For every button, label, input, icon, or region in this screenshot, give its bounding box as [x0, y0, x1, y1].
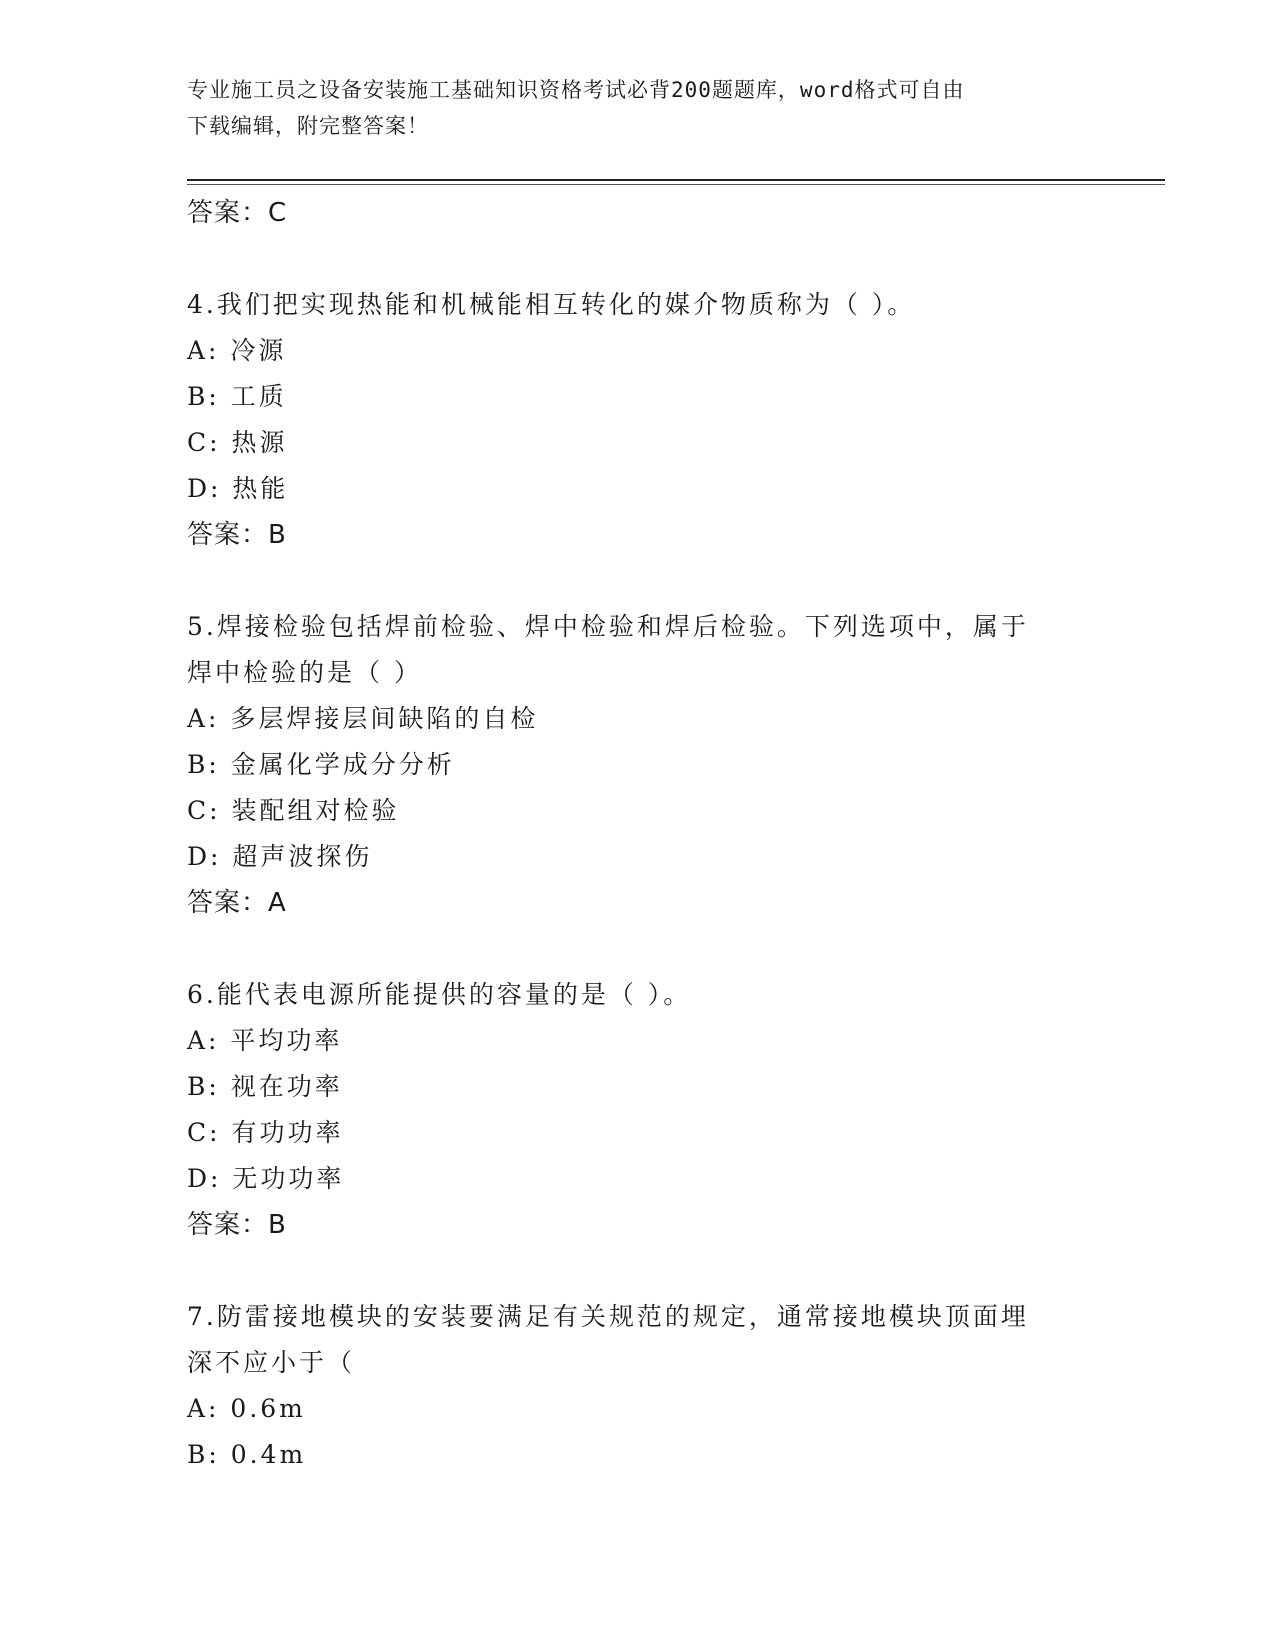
- option-d: D: 超声波探伤: [187, 842, 373, 871]
- option-c: C: 热源: [187, 428, 288, 457]
- spacer: [187, 1248, 1077, 1294]
- option-a: A: 冷源: [187, 336, 287, 365]
- option-b: B: 视在功率: [187, 1072, 343, 1101]
- header-divider-thin: [187, 184, 1165, 185]
- question-item: [187, 282, 1077, 558]
- question-item: [187, 972, 1077, 1248]
- spacer: [187, 558, 1077, 604]
- header-line-2: 下载编辑，附完整答案！: [187, 114, 429, 138]
- option-a: A: 0.6m: [187, 1394, 306, 1423]
- header-line-1: 专业施工员之设备安装施工基础知识资格考试必背200题题库，word格式可自由: [187, 78, 965, 102]
- question-stem: 4.我们把实现热能和机械能相互转化的媒介物质称为（ ）。: [187, 290, 916, 319]
- question-stem-continued: 焊中检验的是（ ）: [187, 658, 422, 687]
- question-body: [187, 190, 1077, 1478]
- option-c: C: 有功功率: [187, 1118, 344, 1147]
- spacer: [187, 236, 1077, 282]
- option-a: A: 平均功率: [187, 1026, 343, 1055]
- option-b: B: 0.4m: [187, 1440, 307, 1469]
- answer-line: 答案：C: [187, 198, 288, 228]
- spacer: [187, 926, 1077, 972]
- option-c: C: 装配组对检验: [187, 796, 400, 825]
- question-stem: 7.防雷接地模块的安装要满足有关规范的规定，通常接地模块顶面埋: [187, 1302, 1029, 1331]
- question-stem: 5.焊接检验包括焊前检验、焊中检验和焊后检验。下列选项中，属于: [187, 612, 1029, 641]
- answer-line: 答案：B: [187, 1210, 287, 1240]
- option-b: B: 工质: [187, 382, 287, 411]
- option-b: B: 金属化学成分分析: [187, 750, 455, 779]
- answer-line: 答案：A: [187, 888, 287, 918]
- document-header: [187, 72, 1077, 144]
- answer-line: 答案：B: [187, 520, 287, 550]
- header-divider: [187, 179, 1165, 181]
- option-d: D: 热能: [187, 474, 289, 503]
- option-d: D: 无功功率: [187, 1164, 345, 1193]
- question-item: [187, 1294, 1077, 1478]
- question-item: [187, 604, 1077, 926]
- option-a: A: 多层焊接层间缺陷的自检: [187, 704, 539, 733]
- question-stem-continued: 深不应小于（: [187, 1348, 356, 1377]
- question-stem: 6.能代表电源所能提供的容量的是（ ）。: [187, 980, 692, 1009]
